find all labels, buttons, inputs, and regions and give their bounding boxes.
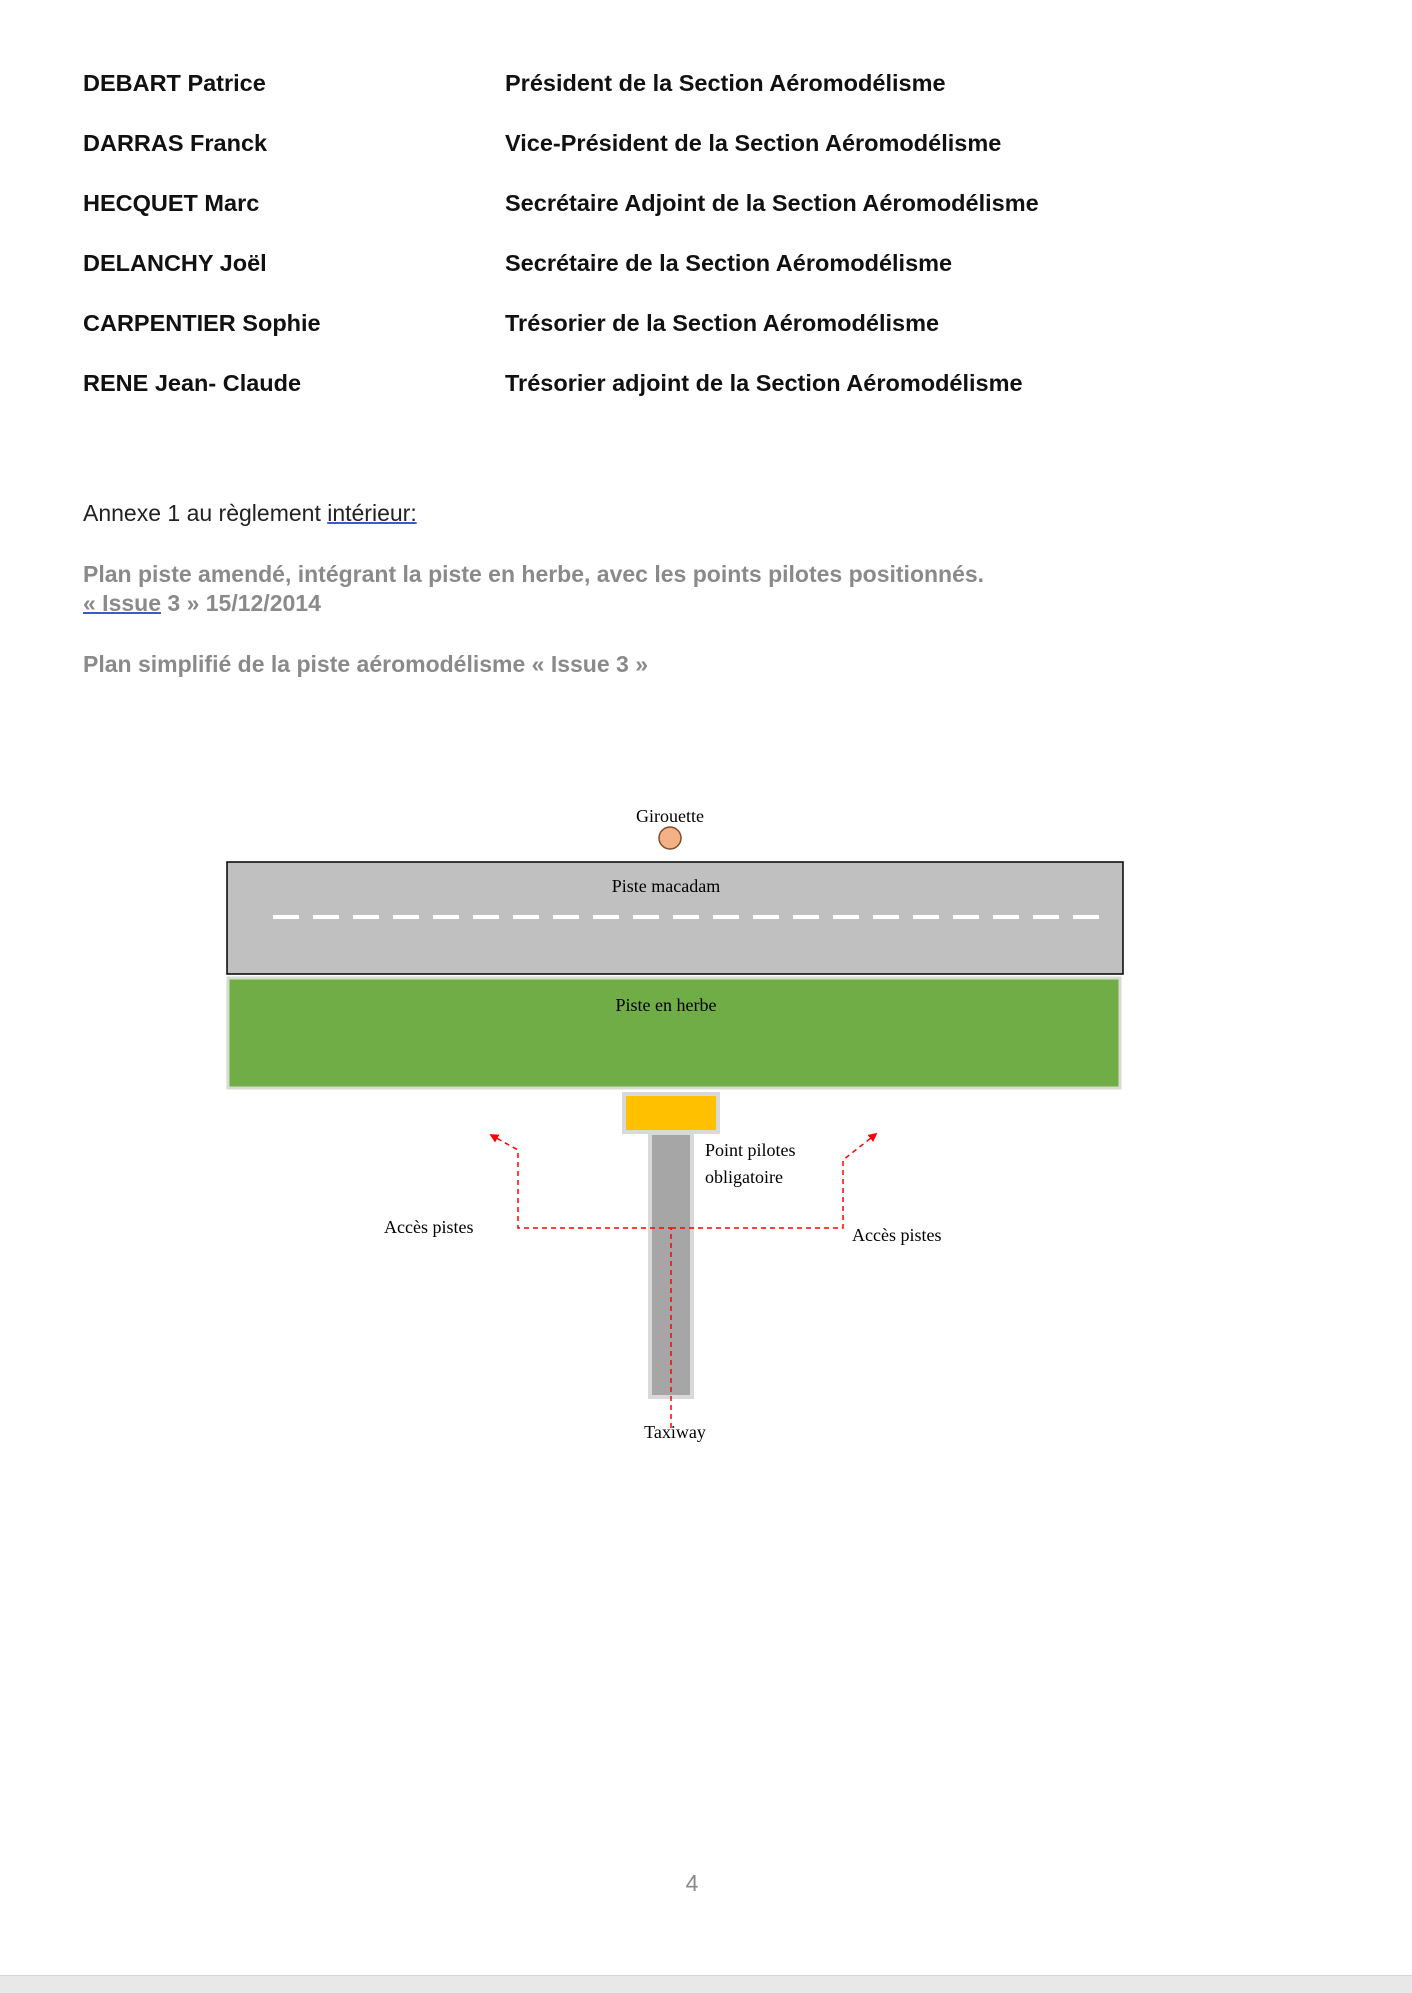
member-name: CARPENTIER Sophie <box>83 310 321 336</box>
acces-pistes-left-label: Accès pistes <box>384 1217 474 1237</box>
member-name: DELANCHY Joël <box>83 250 267 276</box>
page-number: 4 <box>685 1870 699 1896</box>
member-name: DARRAS Franck <box>83 130 268 156</box>
point-pilotes-label: Point pilotes <box>705 1140 796 1160</box>
acces-pistes-right-label: Accès pistes <box>852 1225 942 1245</box>
plan-line-1: Plan piste amendé, intégrant la piste en herbe, avec les points pilotes positionnés. <box>83 561 985 587</box>
access-path-left <box>491 1135 671 1428</box>
annex-prefix: Annexe 1 au règlement <box>83 500 328 526</box>
member-role: Trésorier de la Section Aéromodélisme <box>505 310 940 336</box>
member-name: HECQUET Marc <box>83 190 260 216</box>
piste-macadam-label: Piste macadam <box>611 876 721 896</box>
point-pilotes-obligatoire-label: obligatoire <box>705 1167 783 1187</box>
girouette-windvane-icon <box>659 827 681 849</box>
plan-subtitle: Plan simplifié de la piste aéromodélisme « Issue 3 » <box>83 651 649 677</box>
member-role: Secrétaire de la Section Aéromodélisme <box>505 250 953 276</box>
member-role: Vice-Président de la Section Aéromodélisme <box>505 130 1002 156</box>
member-role: Trésorier adjoint de la Section Aéromodélisme <box>505 370 1023 396</box>
member-name: DEBART Patrice <box>83 70 266 96</box>
member-name: RENE Jean- Claude <box>83 370 302 396</box>
taxiway-label: Taxiway <box>644 1422 706 1442</box>
girouette-label: Girouette <box>636 806 704 826</box>
member-role: Président de la Section Aéromodélisme <box>505 70 946 96</box>
plan-issue-date: 3 » 15/12/2014 <box>161 590 321 616</box>
viewer-bottom-edge <box>0 1975 1412 1993</box>
issue-link[interactable]: « Issue <box>83 590 161 616</box>
piste-herbe-label: Piste en herbe <box>615 995 717 1015</box>
point-pilotes-area <box>624 1094 718 1132</box>
annex-link[interactable]: intérieur: <box>327 500 417 526</box>
member-role: Secrétaire Adjoint de la Section Aéromodélisme <box>505 190 1039 216</box>
